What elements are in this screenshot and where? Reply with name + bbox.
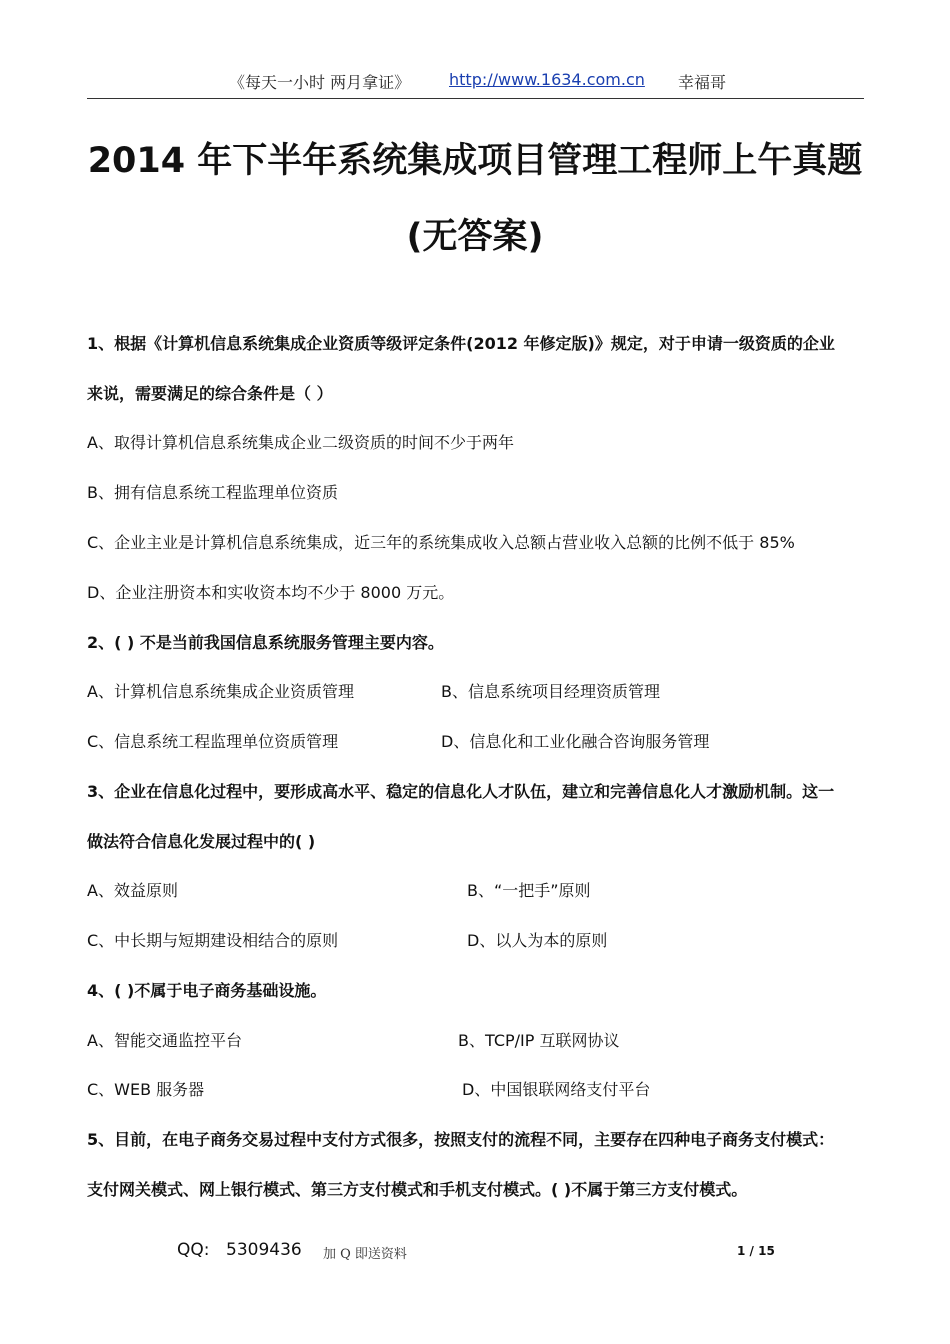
header-url-link[interactable]: http://www.1634.com.cn xyxy=(449,70,645,89)
question-5-line-2: 支付网关模式、网上银行模式、第三方支付模式和手机支付模式。( )不属于第三方支付模式。 xyxy=(87,1180,748,1199)
question-4-option-b: B、TCP/IP 互联网协议 xyxy=(458,1031,620,1050)
question-3-option-b: B、“一把手”原则 xyxy=(467,881,591,900)
question-4-line-1: 4、( )不属于电子商务基础设施。 xyxy=(87,981,327,1000)
page-footer xyxy=(0,1240,950,1264)
header-divider xyxy=(87,98,864,99)
footer-note: 加 Q 即送资料 xyxy=(323,1247,407,1262)
question-3-option-c: C、中长期与短期建设相结合的原则 xyxy=(87,931,339,950)
question-3-option-d: D、以人为本的原则 xyxy=(467,931,608,950)
header-author: 幸福哥 xyxy=(678,73,727,92)
question-4-option-a: A、智能交通监控平台 xyxy=(87,1031,242,1050)
question-3-line-2: 做法符合信息化发展过程中的( ) xyxy=(87,832,316,851)
question-4-option-d: D、中国银联网络支付平台 xyxy=(462,1080,651,1099)
footer-qq-label: QQ: xyxy=(177,1240,210,1260)
question-1-option-c: C、企业主业是计算机信息系统集成，近三年的系统集成收入总额占营业收入总额的比例不低于 85% xyxy=(87,533,795,552)
doc-title-line1: 2014 年下半年系统集成项目管理工程师上午真题 xyxy=(87,141,863,181)
question-2-line-1: 2、( ) 不是当前我国信息系统服务管理主要内容。 xyxy=(87,633,444,652)
question-1-option-b: B、拥有信息系统工程监理单位资质 xyxy=(87,483,338,502)
question-3-line-1: 3、企业在信息化过程中，要形成高水平、稳定的信息化人才队伍，建立和完善信息化人才激励机制。这一 xyxy=(87,782,835,801)
question-2-option-b: B、信息系统项目经理资质管理 xyxy=(441,682,660,701)
question-1-option-a: A、取得计算机信息系统集成企业二级资质的时间不少于两年 xyxy=(87,433,514,452)
question-1-line-1: 1、根据《计算机信息系统集成企业资质等级评定条件(2012 年修定版)》规定，对于申请一级资质的企业 xyxy=(87,334,835,353)
question-2-option-a: A、计算机信息系统集成企业资质管理 xyxy=(87,682,354,701)
question-1-option-d: D、企业注册资本和实收资本均不少于 8000 万元。 xyxy=(87,583,455,602)
question-4-option-c: C、WEB 服务器 xyxy=(87,1080,205,1099)
page-number: 1 / 15 xyxy=(737,1244,775,1258)
question-2-option-c: C、信息系统工程监理单位资质管理 xyxy=(87,732,339,751)
question-3-option-a: A、效益原则 xyxy=(87,881,178,900)
question-2-option-d: D、信息化和工业化融合咨询服务管理 xyxy=(441,732,710,751)
footer-qq-number: 5309436 xyxy=(226,1240,302,1260)
question-5-line-1: 5、目前，在电子商务交易过程中支付方式很多，按照支付的流程不同，主要存在四种电子商务支付模式： xyxy=(87,1130,835,1149)
doc-title-line2: (无答案) xyxy=(406,217,544,257)
header-slogan: 《每天一小时 两月拿证》 xyxy=(229,73,411,92)
question-1-line-2: 来说，需要满足的综合条件是（ ） xyxy=(87,384,333,403)
